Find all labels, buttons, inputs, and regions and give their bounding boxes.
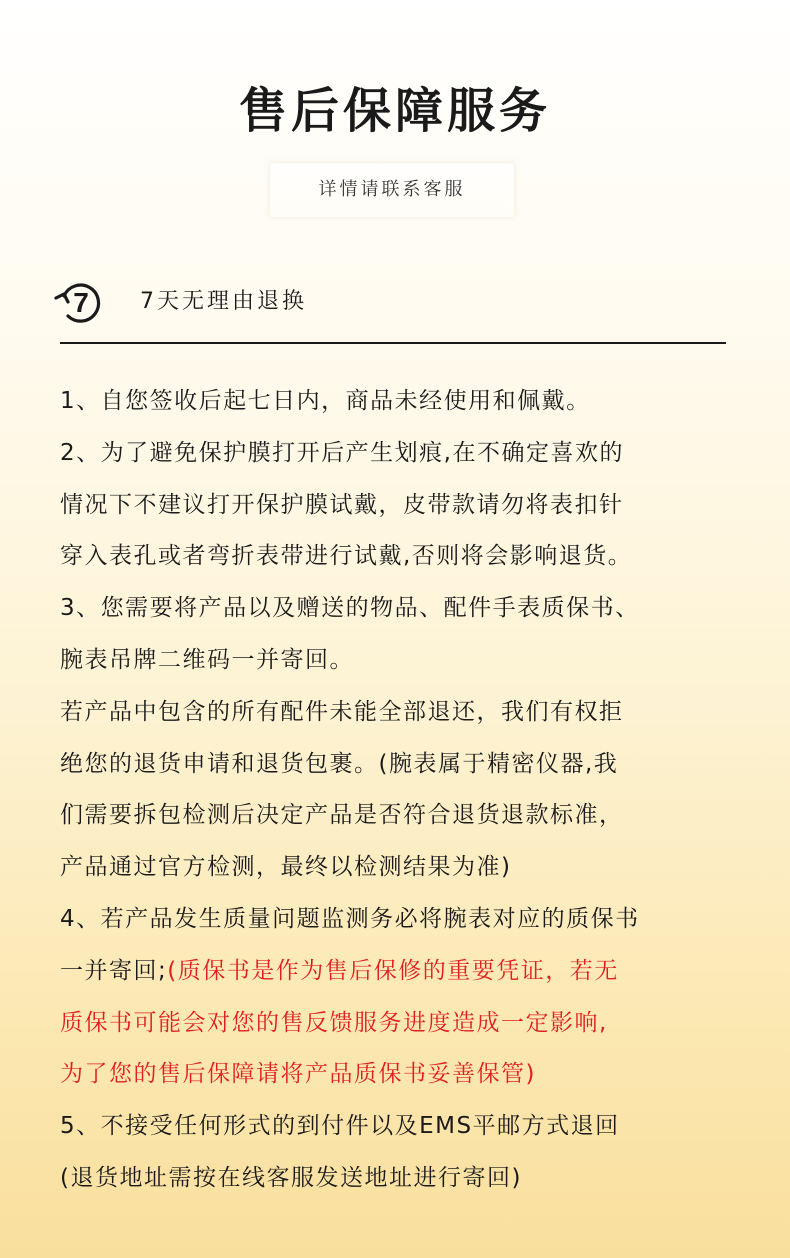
policy-line (60, 1101, 740, 1153)
policy-line (60, 376, 740, 428)
section-title: 7天无理由退换 (140, 289, 307, 314)
policy-line-text: 3、您需要将产品以及赠送的物品、配件手表质保书、 (60, 595, 640, 622)
policy-line-highlight: (质保书是作为售后保修的重要凭证，若无 (167, 957, 619, 984)
policy-line (60, 946, 740, 998)
policy-line (60, 635, 740, 687)
policy-line-highlight: 为了您的售后保障请将产品质保书妥善保管) (60, 1061, 536, 1088)
policy-line-text: 1、自您签收后起七日内，商品未经使用和佩戴。 (60, 388, 591, 414)
policy-line (60, 531, 740, 583)
policy-line (60, 1153, 740, 1205)
policy-line-text: 5、不接受任何形式的到付件以及EMS平邮方式退回 (60, 1113, 620, 1140)
policy-line-text: 情况下不建议打开保护膜试戴，皮带款请勿将表扣针 (60, 491, 624, 518)
policy-line (60, 842, 740, 894)
policy-text (60, 376, 740, 1205)
seven-day-return-icon (52, 274, 108, 330)
policy-line-text: 腕表吊牌二维码一并寄回。 (60, 646, 354, 673)
policy-line-text: 若产品中包含的所有配件未能全部退还，我们有权拒 (60, 698, 624, 725)
policy-line (60, 583, 740, 635)
policy-line (60, 998, 740, 1050)
policy-line (60, 894, 740, 946)
policy-line-text: 绝您的退货申请和退货包裹。(腕表属于精密仪器,我 (60, 750, 619, 777)
contact-service-note: 详情请联系客服 (270, 163, 514, 217)
policy-line-text: (退货地址需按在线客服发送地址进行寄回) (60, 1164, 522, 1191)
policy-line-text: 们需要拆包检测后决定产品是否符合退货退款标准， (60, 802, 624, 829)
policy-line-text: 一并寄回; (60, 957, 168, 984)
policy-line (60, 739, 740, 791)
policy-line (60, 790, 740, 842)
policy-line (60, 687, 740, 739)
page-title: 售后保障服务 (238, 83, 551, 139)
divider (60, 342, 726, 344)
policy-line-text: 产品通过官方检测，最终以检测结果为准) (60, 854, 512, 881)
section-header (52, 274, 732, 330)
policy-line-text: 2、为了避免保护膜打开后产生划痕,在不确定喜欢的 (60, 439, 624, 466)
policy-line-highlight: 质保书可能会对您的售反馈服务进度造成一定影响, (60, 1009, 608, 1036)
policy-line (60, 480, 740, 532)
policy-line (60, 428, 740, 480)
icon-number: 7 (73, 287, 89, 318)
policy-line-text: 4、若产品发生质量问题监测务必将腕表对应的质保书 (60, 905, 640, 932)
policy-line-text: 穿入表孔或者弯折表带进行试戴,否则将会影响退货。 (60, 543, 633, 570)
policy-line (60, 1049, 740, 1101)
